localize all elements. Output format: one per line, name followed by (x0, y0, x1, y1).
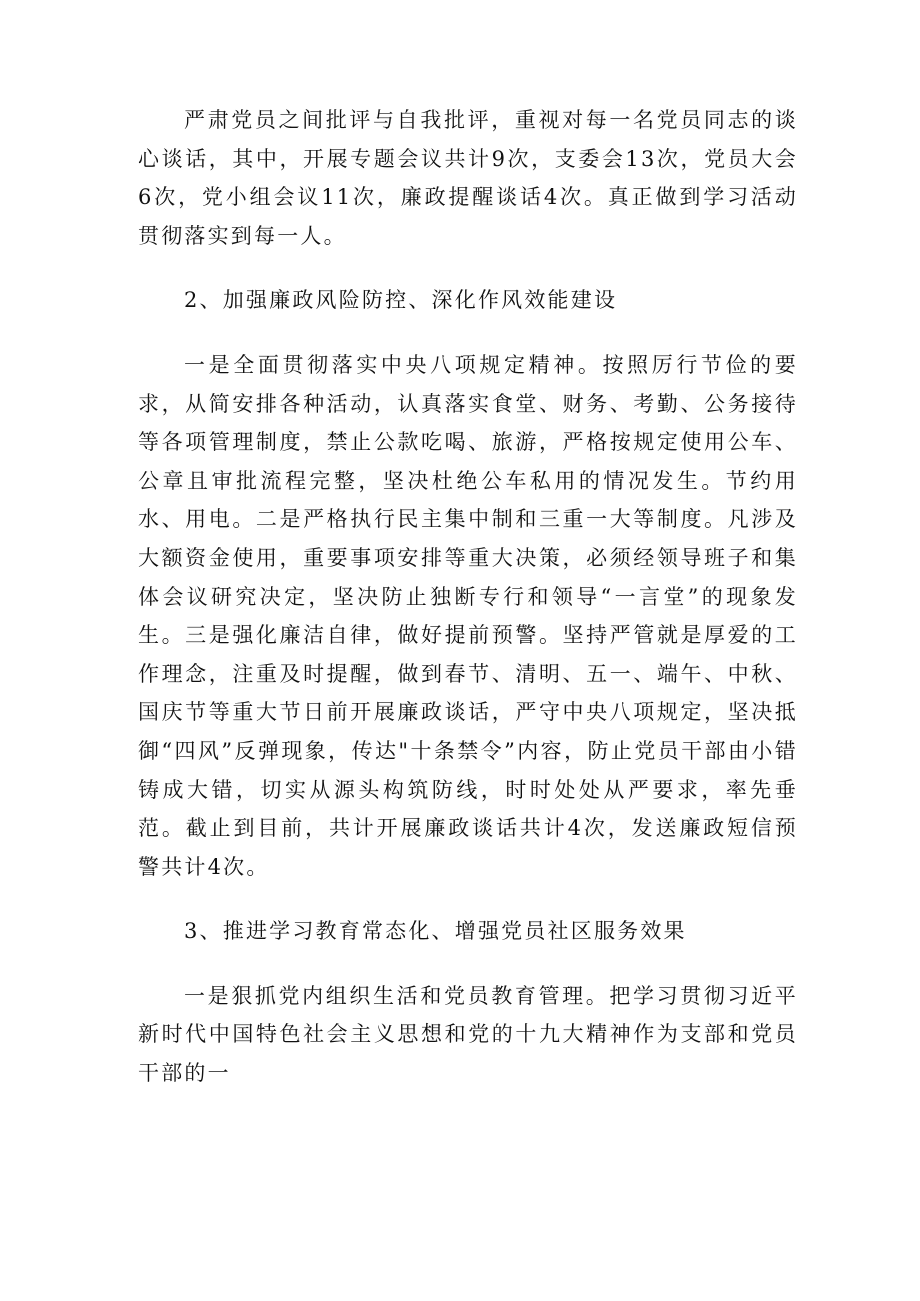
document-body (138, 101, 798, 1119)
paragraph-criticism-meetings: 严肃党员之间批评与自我批评，重视对每一名党员同志的谈心谈话，其中，开展专题会议共计9次，支委会13次，党员大会6次，党小组会议11次，廉政提醒谈话4次。真正做到学习活动贯彻落实到每一人。 (138, 108, 798, 248)
section-heading-2: 2、加强廉政风险防控、深化作风效能建设 (184, 288, 618, 313)
section-heading-3: 3、推进学习教育常态化、增强党员社区服务效果 (184, 919, 687, 944)
paragraph-party-education: 一是狠抓党内组织生活和党员教育管理。把学习贯彻习近平新时代中国特色社会主义思想和党的十九大精神作为支部和党员干部的一 (138, 983, 798, 1086)
paragraph-eight-rules: 一是全面贯彻落实中央八项规定精神。按照厉行节俭的要求，从简安排各种活动，认真落实食堂、财务、考勤、公务接待等各项管理制度，禁止公款吃喝、旅游，严格按规定使用公车、公章且审批流程完整，坚决杜绝公车私用的情况发生。节约用水、用电。二是严格执行民主集中制和三重一大等制度。凡涉及大额资金使用，重要事项安排等重大决策，必须经领导班子和集体会议研究决定，坚决防止独断专行和领导“一言堂”的现象发生。三是强化廉洁自律，做好提前预警。坚持严管就是厚爱的工作理念，注重及时提醒，做到春节、清明、五一、端午、中秋、国庆节等重大节日前开展廉政谈话，严守中央八项规定，坚决抵御“四风”反弹现象，传达"十条禁令”内容，防止党员干部由小错铸成大错，切实从源头构筑防线，时时处处从严要求，率先垂范。截止到目前，共计开展廉政谈话共计4次，发送廉政短信预警共计4次。 (138, 352, 798, 879)
